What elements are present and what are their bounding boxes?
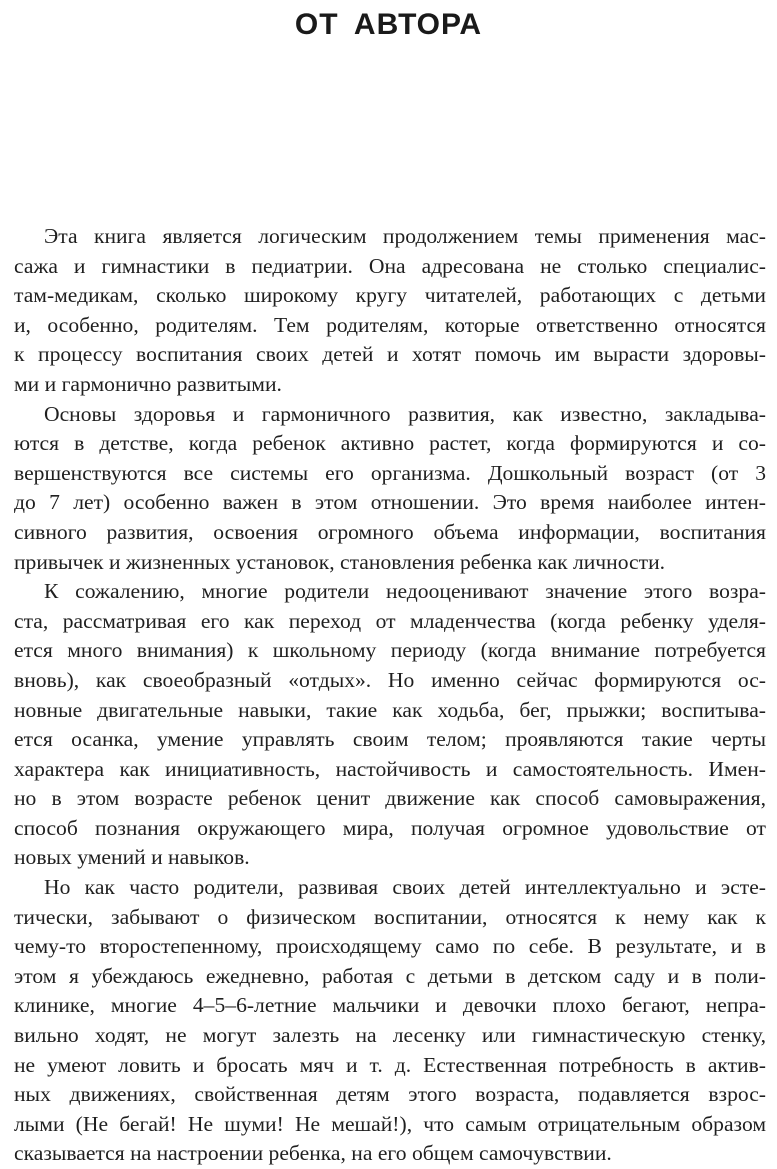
paragraph (14, 222, 766, 400)
text-line: до 7 лет) особенно важен в этом отношении. Это время наиболее интен- (14, 490, 766, 515)
body-text (14, 222, 766, 1169)
text-line: ется осанка, умение управлять своим телом; проявляются такие черты (14, 727, 766, 752)
text-line: ных движениях, свойственная детям этого возраста, подавляется взрос- (14, 1082, 766, 1107)
text-line: новых умений и навыков. (14, 845, 250, 870)
text-line: вершенствуются все системы его организма. Дошкольный возраст (от 3 (14, 460, 766, 485)
text-line: ются в детстве, когда ребенок активно растет, когда формируются и со- (14, 431, 766, 456)
paragraph (14, 873, 766, 1169)
paragraph (14, 400, 766, 578)
text-line: сажа и гимнастики в педиатрии. Она адресована не столько специалис- (14, 253, 766, 278)
text-line: вновь), как своеобразный «отдых». Но именно сейчас формируются ос- (14, 667, 766, 692)
text-line: но в этом возрасте ребенок ценит движение как способ самовыражения, (14, 786, 766, 811)
text-line: клинике, многие 4–5–6-летние мальчики и девочки плохо бегают, непра- (14, 993, 766, 1018)
text-line: способ познания окружающего мира, получая огромное удовольствие от (14, 815, 766, 840)
page-title: ОТ АВТОРА (294, 8, 483, 41)
text-line: тически, забывают о физическом воспитании, относятся к нему как к (14, 904, 766, 929)
text-line: привычек и жизненных установок, становления ребенка как личности. (14, 549, 666, 574)
text-line: и, особенно, родителям. Тем родителям, которые ответственно относятся (14, 312, 766, 337)
text-line: сивного развития, освоения огромного объема информации, воспитания (14, 519, 766, 544)
text-line: Основы здоровья и гармоничного развития, как известно, закладыва- (44, 401, 766, 426)
text-line: вильно ходят, не могут залезть на лесенку или гимнастическую стенку, (14, 1023, 766, 1048)
paragraph (14, 577, 766, 873)
text-line: ется много внимания) к школьному периоду (когда внимание потребуется (14, 638, 766, 663)
text-line: ми и гармонично развитыми. (14, 371, 282, 396)
text-line: к процессу воспитания своих детей и хотят помочь им вырасти здоровы- (14, 342, 766, 367)
text-line: К сожалению, многие родители недооценивают значение этого возра- (44, 579, 766, 604)
text-line: лыми (Не бегай! Не шуми! Не мешай!), что самым отрицательным образом (14, 1111, 766, 1136)
text-line: сказывается на настроении ребенка, на его общем самочувствии. (14, 1141, 612, 1166)
text-line: там-медикам, сколько широкому кругу читателей, работающих с детьми (14, 283, 766, 308)
text-line: Но как часто родители, развивая своих детей интеллектуально и эсте- (44, 875, 766, 900)
text-line: чему-то второстепенному, происходящему само по себе. В результате, и в (14, 934, 766, 959)
text-line: этом я убеждаюсь ежедневно, работая с детьми в детском саду и в поли- (14, 963, 766, 988)
text-line: ста, рассматривая его как переход от младенчества (когда ребенку уделя- (14, 608, 766, 633)
text-line: характера как инициативность, настойчивость и самостоятельность. Имен- (14, 756, 766, 781)
text-line: не умеют ловить и бросать мяч и т. д. Естественная потребность в актив- (14, 1052, 766, 1077)
text-line: Эта книга является логическим продолжением темы применения мас- (44, 224, 766, 248)
text-line: новные двигательные навыки, такие как ходьба, бег, прыжки; воспитыва- (14, 697, 766, 722)
